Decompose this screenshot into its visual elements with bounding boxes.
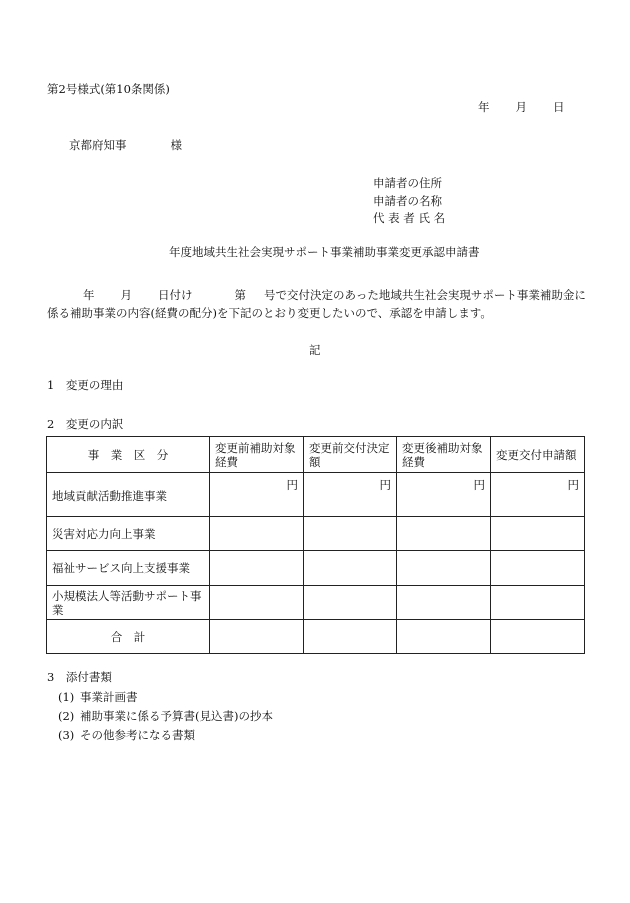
header-before-eligible: 変更前補助対象経費 [210,437,304,473]
document-title: 年度地域共生社会実現サポート事業補助事業変更承認申請書 [169,245,480,259]
attachment-number: (3) [58,728,75,742]
attachment-text: 補助事業に係る予算書(見込書)の抄本 [80,709,273,723]
date-line [478,100,565,114]
amount-cell[interactable] [304,620,397,654]
row-category: 地域貢献活動推進事業 [47,473,210,517]
amount-cell[interactable] [304,586,397,620]
header-after-requested: 変更交付申請額 [491,437,585,473]
amount-cell[interactable] [491,620,585,654]
header-category: 事 業 区 分 [47,437,210,473]
body-month: 月 [120,288,132,302]
amount-cell[interactable] [491,586,585,620]
header-before-decided: 変更前交付決定額 [304,437,397,473]
amount-cell[interactable] [210,620,304,654]
table-row [47,586,585,620]
amount-cell[interactable] [397,586,491,620]
amount-cell[interactable] [397,620,491,654]
applicant-block [373,175,493,228]
amount-cell[interactable] [491,551,585,586]
date-month: 月 [515,100,527,114]
attachment-number: (1) [58,690,75,704]
header-after-eligible: 変更後補助対象経費 [397,437,491,473]
applicant-representative-label: 代 表 者 氏 名 [373,211,446,225]
date-day: 日 [553,100,565,114]
amount-cell[interactable] [304,551,397,586]
attachment-item [58,690,138,704]
applicant-address-label: 申請者の住所 [373,176,442,190]
row-category: 福祉サービス向上支援事業 [47,551,210,586]
amount-cell[interactable] [397,517,491,551]
date-year: 年 [478,100,490,114]
attachment-item [58,728,195,742]
attachment-text: 事業計画書 [80,690,138,704]
form-number: 第2号様式(第10条関係) [47,82,170,96]
body-paragraph [47,286,587,322]
amount-cell[interactable] [304,517,397,551]
table-row [47,473,585,517]
section-3-heading: 3 添付書類 [47,670,112,684]
body-text: 号で交付決定のあった地域共生社会実現サポート事業補助金に係る補助事業の内容(経費の配分)を下記のとおり変更したいので、承認を申請します。 [47,288,586,320]
yen-cell[interactable]: 円 [210,473,304,517]
amount-cell[interactable] [210,586,304,620]
body-year: 年 [83,288,95,302]
yen-cell[interactable]: 円 [304,473,397,517]
addressee-name: 京都府知事 [69,138,127,152]
yen-cell[interactable]: 円 [491,473,585,517]
amount-cell[interactable] [397,551,491,586]
table-row [47,517,585,551]
body-dai: 第 [234,288,246,302]
amount-cell[interactable] [491,517,585,551]
addressee [69,138,182,152]
table-total-row [47,620,585,654]
row-category: 災害対応力向上事業 [47,517,210,551]
total-label: 合 計 [47,620,210,654]
body-date-suffix: 日付け [158,288,193,302]
table-header-row [47,437,585,473]
attachment-item [58,709,273,723]
ki-heading: 記 [309,343,321,357]
yen-cell[interactable]: 円 [397,473,491,517]
breakdown-table [46,436,585,654]
applicant-name-label: 申請者の名称 [373,193,442,208]
section-2-heading: 2 変更の内訳 [47,417,124,431]
attachment-text: その他参考になる書類 [80,728,195,742]
section-1-heading: 1 変更の理由 [47,378,124,392]
amount-cell[interactable] [210,517,304,551]
attachment-number: (2) [58,709,75,723]
table-row [47,551,585,586]
addressee-honorific: 様 [170,138,182,152]
amount-cell[interactable] [210,551,304,586]
row-category: 小規模法人等活動サポート事業 [47,586,210,620]
